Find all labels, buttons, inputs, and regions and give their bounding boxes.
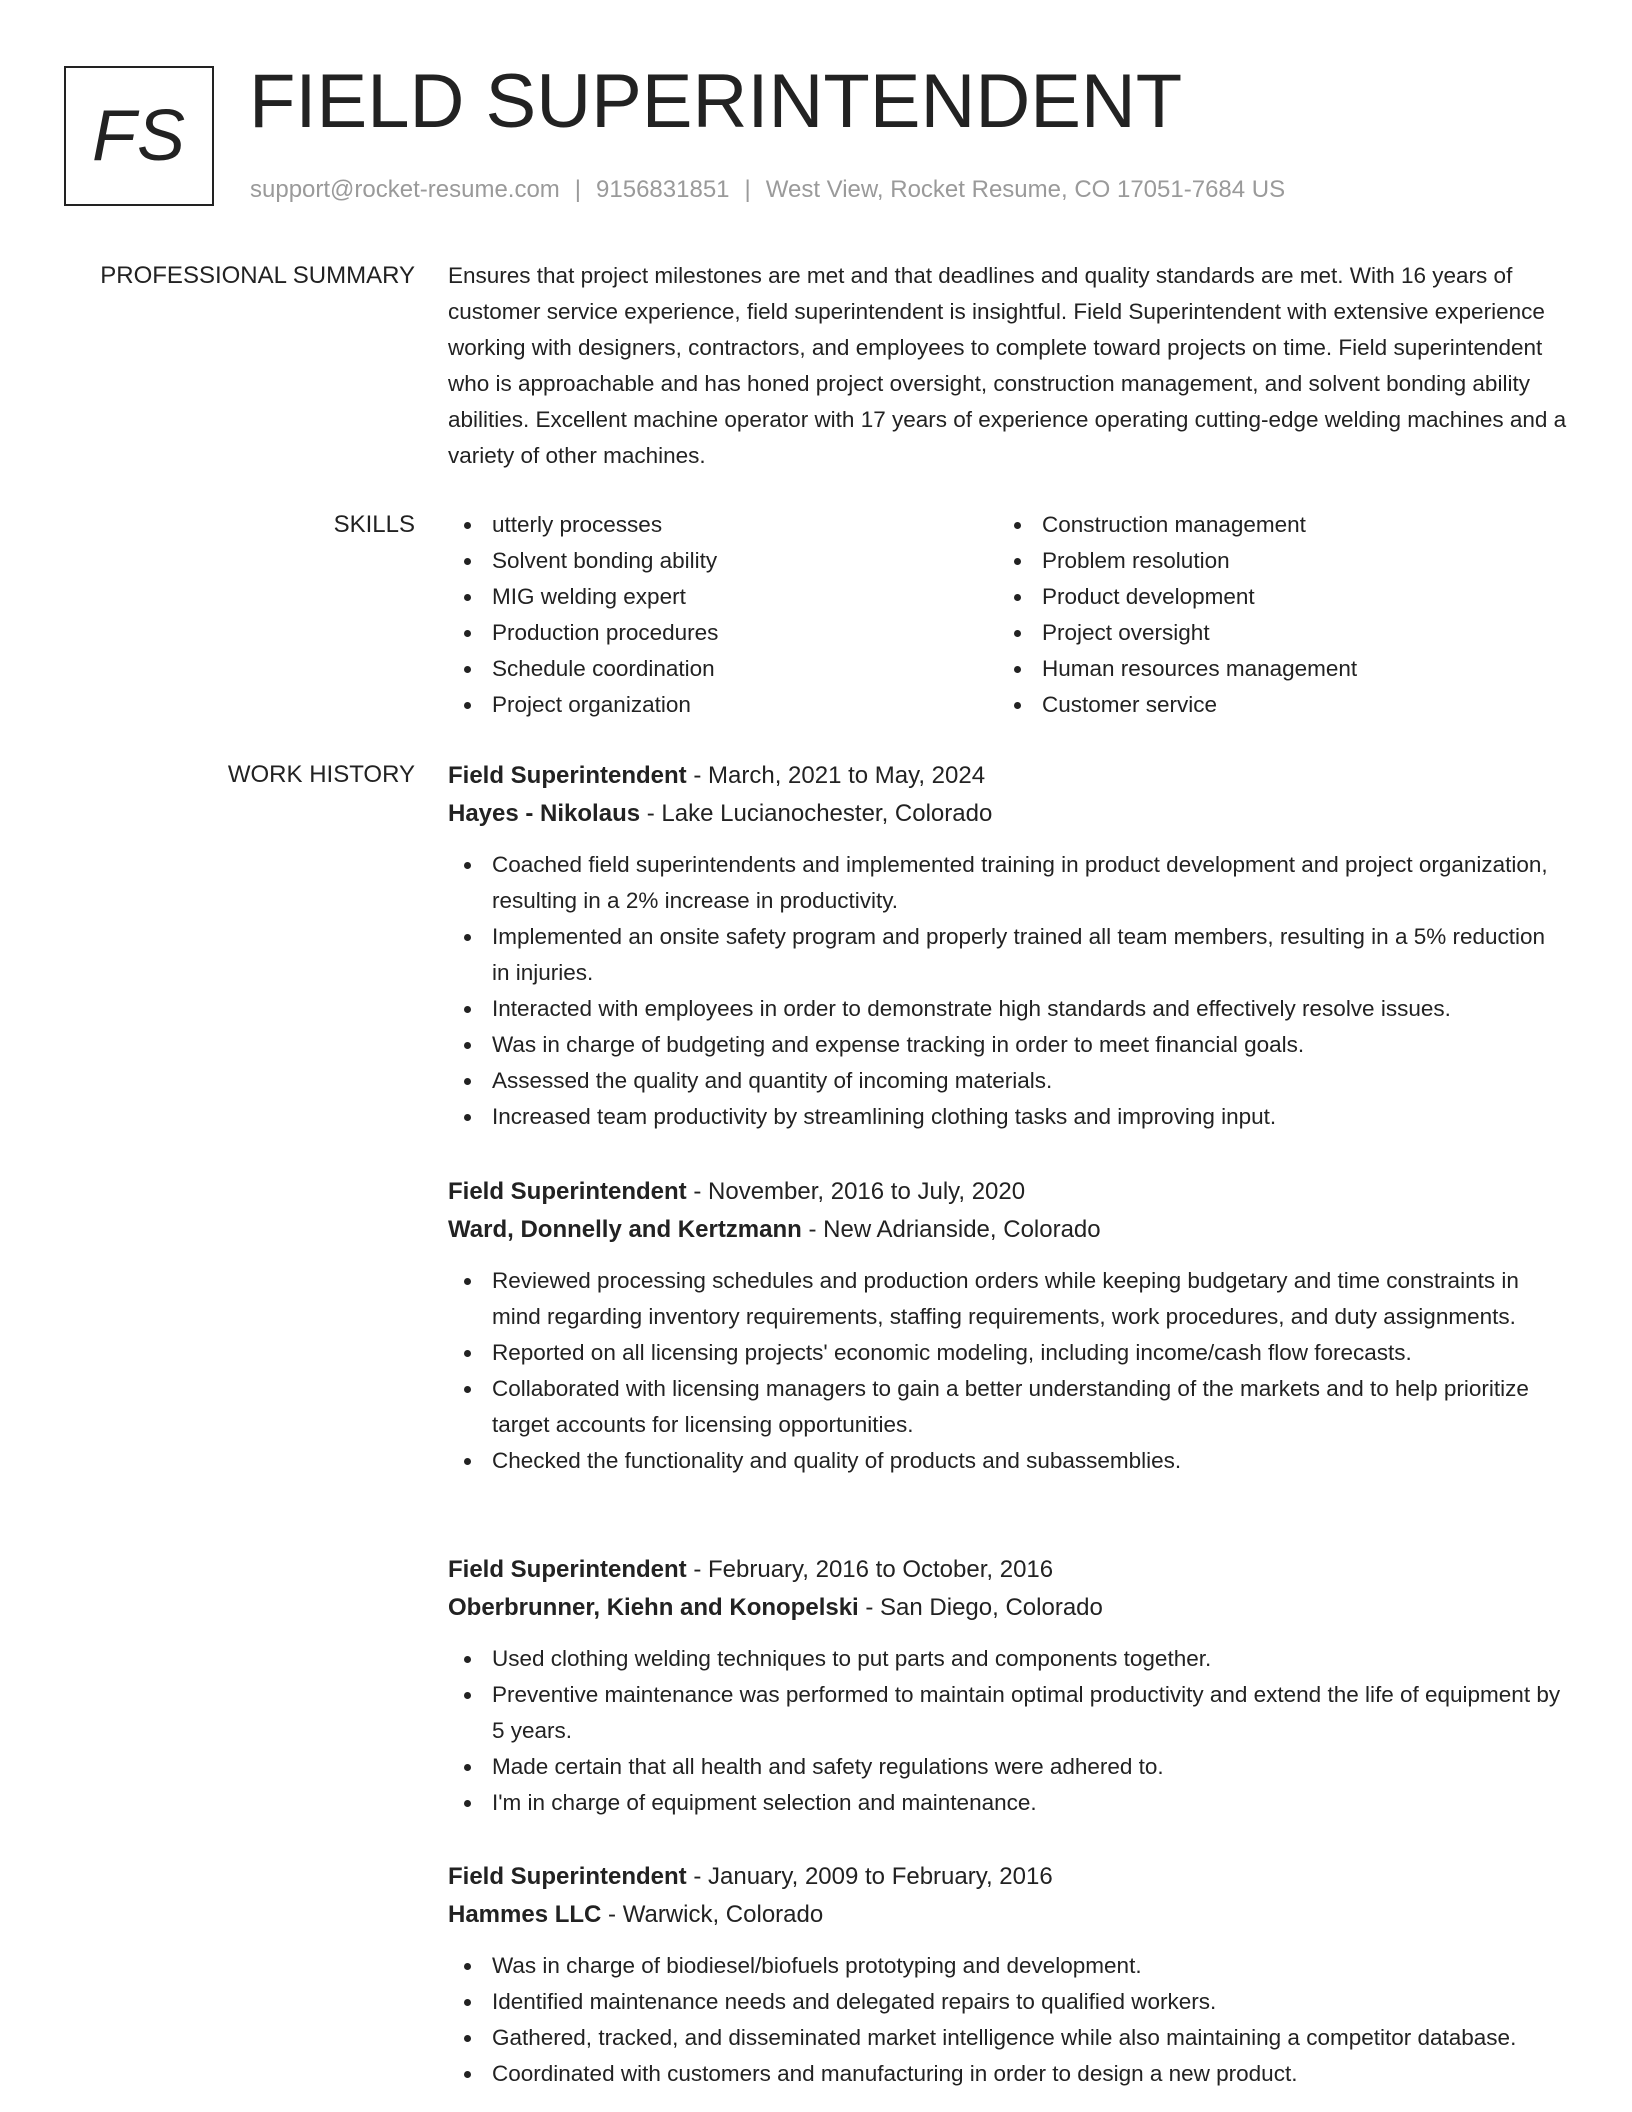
job-location: San Diego, Colorado [880,1594,1103,1621]
section-label-summary: PROFESSIONAL SUMMARY [100,262,415,289]
job-entry [448,1173,1568,1479]
job-title: Field Superintendent [448,1863,687,1890]
job-bullet: Interacted with employees in order to demonstrate high standards and effectively resolve issues. [448,991,1568,1027]
job-bullet: Identified maintenance needs and delegated repairs to qualified workers. [448,1984,1568,2020]
job-company-line: Ward, Donnelly and Kertzmann - New Adrianside, Colorado [448,1216,1101,1243]
job-dates: January, 2009 to February, 2016 [708,1863,1053,1890]
contact-phone[interactable]: 9156831851 [596,176,730,203]
contact-email[interactable]: support@rocket-resume.com [250,176,560,203]
job-company: Ward, Donnelly and Kertzmann [448,1216,802,1243]
contact-line [250,174,1285,206]
job-dates: November, 2016 to July, 2020 [708,1178,1026,1205]
skill-item: Project organization [448,687,998,723]
job-bullet: Assessed the quality and quantity of incoming materials. [448,1063,1568,1099]
job-location: Warwick, Colorado [622,1901,824,1928]
skills-column-left [448,507,998,723]
skill-item: Problem resolution [998,543,1548,579]
job-title-line: Field Superintendent - January, 2009 to February, 2016 [448,1863,1053,1890]
section-label-work-history: WORK HISTORY [227,761,415,788]
skills-grid [448,507,1568,723]
skill-item: Construction management [998,507,1548,543]
skill-item: Schedule coordination [448,651,998,687]
summary-text: Ensures that project milestones are met and that deadlines and quality standards are met. With 16 years of customer service experience, field superintendent is insightful. Field Superintendent with extensive experience working with designers, contractors, and employees to complete toward projects on time. Field superintendent who is approachable and has honed project oversight, construction management, and solvent bonding ability abilities. Excellent machine operator with 17 years of experience operating cutting-edge welding machines and a variety of other machines. [448,263,1567,468]
job-company-line: Hammes LLC - Warwick, Colorado [448,1901,824,1928]
job-title-line: Field Superintendent - March, 2021 to May, 2024 [448,762,986,789]
skill-item: Project oversight [998,615,1548,651]
job-bullet-list [448,1641,1568,1821]
job-bullet: Made certain that all health and safety regulations were adhered to. [448,1749,1568,1785]
job-bullet: Was in charge of biodiesel/biofuels prototyping and development. [448,1948,1568,1984]
job-entry [448,1551,1568,1821]
job-bullet: Preventive maintenance was performed to maintain optimal productivity and extend the life of equipment by 5 years. [448,1677,1568,1749]
summary-body [448,258,1568,474]
job-company: Oberbrunner, Kiehn and Konopelski [448,1594,859,1621]
skill-item: Solvent bonding ability [448,543,998,579]
contact-address: West View, Rocket Resume, CO 17051-7684 US [765,176,1286,203]
skills-column-right [998,507,1548,723]
skill-item: MIG welding expert [448,579,998,615]
job-bullet: Collaborated with licensing managers to gain a better understanding of the markets and to help prioritize target accounts for licensing opportunities. [448,1371,1568,1443]
skill-item: Product development [998,579,1548,615]
job-bullet: Was in charge of budgeting and expense tracking in order to meet financial goals. [448,1027,1568,1063]
job-title: Field Superintendent [448,762,687,789]
contact-separator: | [574,176,582,203]
job-bullet: Increased team productivity by streamlining clothing tasks and improving input. [448,1099,1568,1135]
monogram-badge [64,66,214,206]
job-entry [448,1858,1568,2092]
job-entry [448,757,1568,1135]
job-title-line: Field Superintendent - February, 2016 to October, 2016 [448,1556,1054,1583]
skills-body [448,507,1568,723]
monogram-text: FS [91,96,186,176]
job-bullet: Reviewed processing schedules and production orders while keeping budgetary and time constraints in mind regarding inventory requirements, staffing requirements, work procedures, and duty assignments. [448,1263,1568,1335]
job-bullet: Reported on all licensing projects' economic modeling, including income/cash flow forecasts. [448,1335,1568,1371]
job-title: Field Superintendent [448,1178,687,1205]
job-bullet: Used clothing welding techniques to put parts and components together. [448,1641,1568,1677]
job-company-line: Oberbrunner, Kiehn and Konopelski - San Diego, Colorado [448,1594,1103,1621]
contact-separator: | [744,176,751,203]
job-title-line: Field Superintendent - November, 2016 to July, 2020 [448,1178,1026,1205]
job-bullet-list [448,1263,1568,1479]
job-bullet-list [448,847,1568,1135]
job-company: Hammes LLC [448,1901,602,1928]
job-bullet: Implemented an onsite safety program and properly trained all team members, resulting in a 5% reduction in injuries. [448,919,1568,991]
skill-item: utterly processes [448,507,998,543]
job-bullet: Checked the functionality and quality of products and subassemblies. [448,1443,1568,1479]
job-bullet-list [448,1948,1568,2092]
skill-item: Customer service [998,687,1548,723]
skill-item: Human resources management [998,651,1548,687]
job-bullet: Coached field superintendents and implemented training in product development and project organization, resulting in a 2% increase in productivity. [448,847,1568,919]
job-title: Field Superintendent [448,1556,687,1583]
skill-item: Production procedures [448,615,998,651]
job-location: Lake Lucianochester, Colorado [661,800,993,827]
job-location: New Adrianside, Colorado [823,1216,1101,1243]
job-bullet: Coordinated with customers and manufacturing in order to design a new product. [448,2056,1568,2092]
job-dates: March, 2021 to May, 2024 [708,762,986,789]
job-bullet: Gathered, tracked, and disseminated market intelligence while also maintaining a competitor database. [448,2020,1568,2056]
job-bullet: I'm in charge of equipment selection and maintenance. [448,1785,1568,1821]
section-label-skills: SKILLS [333,511,415,538]
resume-title: FIELD SUPERINTENDENT [249,59,1183,144]
job-company: Hayes - Nikolaus [448,800,641,827]
job-company-line: Hayes - Nikolaus - Lake Lucianochester, Colorado [448,800,993,827]
job-dates: February, 2016 to October, 2016 [708,1556,1054,1583]
